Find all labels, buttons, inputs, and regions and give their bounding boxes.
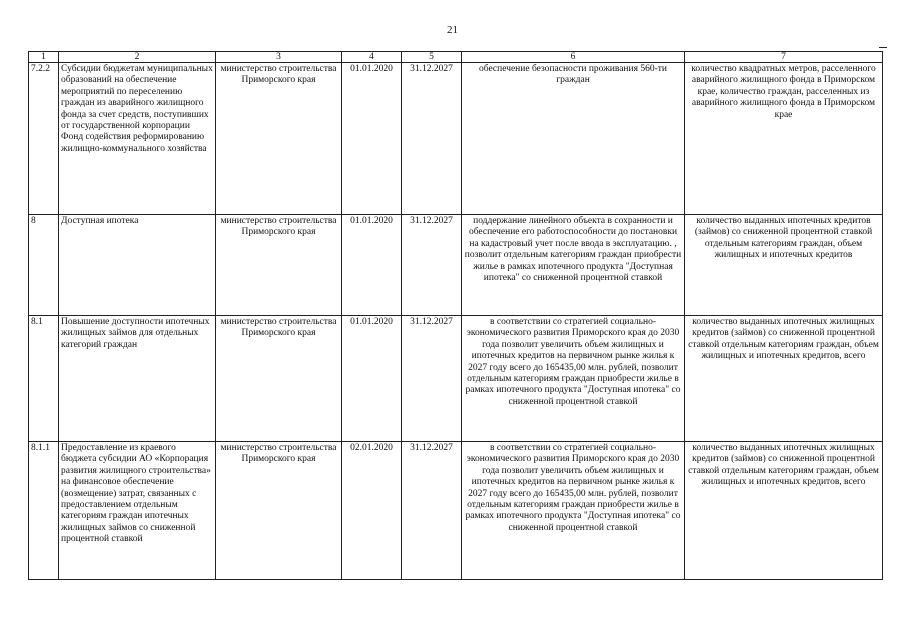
executor: министерство строительства Приморского края <box>216 442 342 580</box>
end-date: 31.12.2027 <box>402 63 462 215</box>
program-table <box>28 51 883 580</box>
measure-name: Повышение доступности ипотечных жилищных займов для отдельных категорий граждан <box>59 316 216 442</box>
measure-name: Предоставление из краевого бюджета субсидии АО «Корпорация развития жилищного строительства» на финансовое обеспечение (возмещение) затрат, связанных с предоставлением отдельным категориям граждан ипотечных жилищных займов со сниженной процентной ставкой <box>59 442 216 580</box>
page-number: 21 <box>447 24 458 36</box>
table-row <box>29 215 883 316</box>
column-number: 6 <box>462 52 685 63</box>
end-date: 31.12.2027 <box>402 442 462 580</box>
row-number: 8.1.1 <box>29 442 59 580</box>
expected-result: в соответствии со стратегией социально-экономического развития Приморского края до 2030 года позволит увеличить объем жилищных и ипотечных кредитов на первичном рынке жилья к 2027 году всего до 165435,00 млн. рублей, позволит отдельным категориям граждан приобрести жилье в рамках ипотечного продукта "Доступная ипотека" со сниженной процентной ставкой <box>462 316 685 442</box>
indicator: количество выданных ипотечных жилищных кредитов (займов) со сниженной процентной ставкой отдельным категориям граждан, объем жилищных и ипотечных кредитов, всего <box>685 316 883 442</box>
end-date: 31.12.2027 <box>402 215 462 316</box>
table-edge-mark <box>879 47 887 48</box>
column-number-row <box>29 52 883 63</box>
row-number: 8.1 <box>29 316 59 442</box>
indicator: количество выданных ипотечных жилищных кредитов (займов) со сниженной процентной ставкой отдельным категориям граждан, объем жилищных и ипотечных кредитов, всего <box>685 442 883 580</box>
row-number: 8 <box>29 215 59 316</box>
table-row <box>29 316 883 442</box>
table-row <box>29 63 883 215</box>
column-number: 1 <box>29 52 59 63</box>
executor: министерство строительства Приморского края <box>216 215 342 316</box>
indicator: количество выданных ипотечных кредитов (займов) со сниженной процентной ставкой отдельным категориям граждан, объем жилищных и ипотечных кредитов <box>685 215 883 316</box>
start-date: 01.01.2020 <box>342 63 402 215</box>
indicator: количество квадратных метров, расселенного аварийного жилищного фонда в Приморском крае, количество граждан, расселенных из аварийного жилищного фонда в Приморском крае <box>685 63 883 215</box>
end-date: 31.12.2027 <box>402 316 462 442</box>
executor: министерство строительства Приморского края <box>216 316 342 442</box>
expected-result: обеспечение безопасности проживания 560-ти граждан <box>462 63 685 215</box>
start-date: 01.01.2020 <box>342 316 402 442</box>
start-date: 02.01.2020 <box>342 442 402 580</box>
expected-result: в соответствии со стратегией социально-экономического развития Приморского края до 2030 года позволит увеличить объем жилищных и ипотечных кредитов на первичном рынке жилья к 2027 году всего до 165435,00 млн. рублей, позволит отдельным категориям граждан приобрести жилье в рамках ипотечного продукта "Доступная ипотека" со сниженной процентной ставкой <box>462 442 685 580</box>
column-number: 3 <box>216 52 342 63</box>
column-number: 2 <box>59 52 216 63</box>
measure-name: Доступная ипотека <box>59 215 216 316</box>
column-number: 4 <box>342 52 402 63</box>
column-number: 5 <box>402 52 462 63</box>
table-row <box>29 442 883 580</box>
executor: министерство строительства Приморского края <box>216 63 342 215</box>
column-number: 7 <box>685 52 883 63</box>
start-date: 01.01.2020 <box>342 215 402 316</box>
row-number: 7.2.2 <box>29 63 59 215</box>
measure-name: Субсидии бюджетам муниципальных образований на обеспечение мероприятий по переселению граждан из аварийного жилищного фонда за счет средств, поступивших от государственной корпорации Фонд содействия реформированию жилищно-коммунального хозяйства <box>59 63 216 215</box>
expected-result: поддержание линейного объекта в сохранности и обеспечение его работоспособности до постановки на кадастровый учет после ввода в эксплуатацию. , позволит отдельным категориям граждан приобрести жилье в рамках ипотечного продукта "Доступная ипотека" со сниженной процентной ставкой <box>462 215 685 316</box>
